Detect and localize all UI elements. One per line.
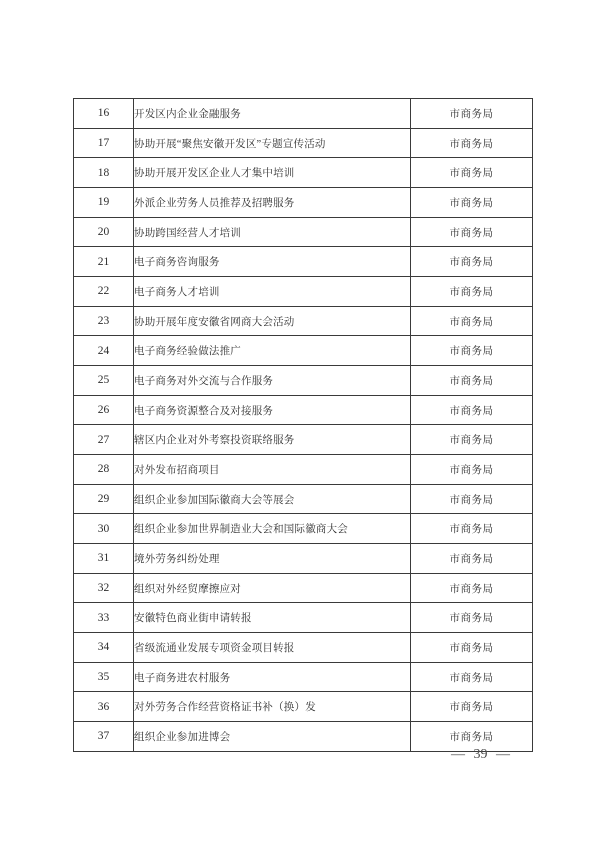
service-name-cell: 对外劳务合作经营资格证书补（换）发: [134, 692, 411, 722]
row-number-cell: 21: [74, 247, 134, 277]
service-name-cell: 组织企业参加国际徽商大会等展会: [134, 484, 411, 514]
department-cell: 市商务局: [411, 514, 533, 544]
department-cell: 市商务局: [411, 484, 533, 514]
table-body: [74, 99, 533, 752]
table-row: [74, 128, 533, 158]
service-name-cell: 组织对外经贸摩擦应对: [134, 573, 411, 603]
department-cell: 市商务局: [411, 662, 533, 692]
department-cell: 市商务局: [411, 277, 533, 307]
service-name-cell: 电子商务对外交流与合作服务: [134, 366, 411, 396]
table-row: [74, 395, 533, 425]
row-number-cell: 30: [74, 514, 134, 544]
row-number-cell: 24: [74, 336, 134, 366]
table-row: [74, 217, 533, 247]
service-name-cell: 辖区内企业对外考察投资联络服务: [134, 425, 411, 455]
department-cell: 市商务局: [411, 217, 533, 247]
service-name-cell: 协助开展年度安徽省网商大会活动: [134, 306, 411, 336]
table-row: [74, 662, 533, 692]
row-number-cell: 17: [74, 128, 134, 158]
table-row: [74, 99, 533, 129]
service-name-cell: 境外劳务纠纷处理: [134, 544, 411, 574]
department-cell: 市商务局: [411, 395, 533, 425]
row-number-cell: 19: [74, 188, 134, 218]
row-number-cell: 23: [74, 306, 134, 336]
row-number-cell: 18: [74, 158, 134, 188]
table-row: [74, 336, 533, 366]
service-name-cell: 协助跨国经营人才培训: [134, 217, 411, 247]
row-number-cell: 32: [74, 573, 134, 603]
service-name-cell: 对外发布招商项目: [134, 455, 411, 485]
department-cell: 市商务局: [411, 188, 533, 218]
table-row: [74, 158, 533, 188]
service-name-cell: 协助开展“聚焦安徽开发区”专题宣传活动: [134, 128, 411, 158]
table-row: [74, 306, 533, 336]
service-name-cell: 组织企业参加进博会: [134, 722, 411, 752]
service-name-cell: 电子商务咨询服务: [134, 247, 411, 277]
department-cell: 市商务局: [411, 455, 533, 485]
department-cell: 市商务局: [411, 573, 533, 603]
department-cell: 市商务局: [411, 336, 533, 366]
table-row: [74, 692, 533, 722]
department-cell: 市商务局: [411, 247, 533, 277]
service-name-cell: 电子商务人才培训: [134, 277, 411, 307]
service-name-cell: 电子商务资源整合及对接服务: [134, 395, 411, 425]
row-number-cell: 22: [74, 277, 134, 307]
table-row: [74, 425, 533, 455]
row-number-cell: 37: [74, 722, 134, 752]
service-name-cell: 电子商务进农村服务: [134, 662, 411, 692]
table-row: [74, 277, 533, 307]
row-number-cell: 25: [74, 366, 134, 396]
services-table: [73, 98, 533, 752]
row-number-cell: 29: [74, 484, 134, 514]
service-name-cell: 省级流通业发展专项资金项目转报: [134, 633, 411, 663]
row-number-cell: 33: [74, 603, 134, 633]
table-row: [74, 514, 533, 544]
table-row: [74, 603, 533, 633]
service-name-cell: 开发区内企业金融服务: [134, 99, 411, 129]
department-cell: 市商务局: [411, 306, 533, 336]
service-name-cell: 电子商务经验做法推广: [134, 336, 411, 366]
row-number-cell: 35: [74, 662, 134, 692]
row-number-cell: 27: [74, 425, 134, 455]
table-row: [74, 455, 533, 485]
department-cell: 市商务局: [411, 128, 533, 158]
row-number-cell: 16: [74, 99, 134, 129]
department-cell: 市商务局: [411, 99, 533, 129]
department-cell: 市商务局: [411, 158, 533, 188]
service-name-cell: 安徽特色商业街申请转报: [134, 603, 411, 633]
table-row: [74, 247, 533, 277]
row-number-cell: 20: [74, 217, 134, 247]
row-number-cell: 28: [74, 455, 134, 485]
row-number-cell: 26: [74, 395, 134, 425]
table-row: [74, 188, 533, 218]
service-name-cell: 组织企业参加世界制造业大会和国际徽商大会: [134, 514, 411, 544]
department-cell: 市商务局: [411, 544, 533, 574]
service-name-cell: 协助开展开发区企业人才集中培训: [134, 158, 411, 188]
table-row: [74, 544, 533, 574]
department-cell: 市商务局: [411, 425, 533, 455]
department-cell: 市商务局: [411, 633, 533, 663]
table-row: [74, 573, 533, 603]
department-cell: 市商务局: [411, 692, 533, 722]
service-name-cell: 外派企业劳务人员推荐及招聘服务: [134, 188, 411, 218]
department-cell: 市商务局: [411, 366, 533, 396]
row-number-cell: 36: [74, 692, 134, 722]
row-number-cell: 34: [74, 633, 134, 663]
page-number: — 39 —: [451, 747, 510, 762]
department-cell: 市商务局: [411, 722, 533, 752]
department-cell: 市商务局: [411, 603, 533, 633]
table-row: [74, 633, 533, 663]
table-row: [74, 366, 533, 396]
row-number-cell: 31: [74, 544, 134, 574]
table-row: [74, 484, 533, 514]
